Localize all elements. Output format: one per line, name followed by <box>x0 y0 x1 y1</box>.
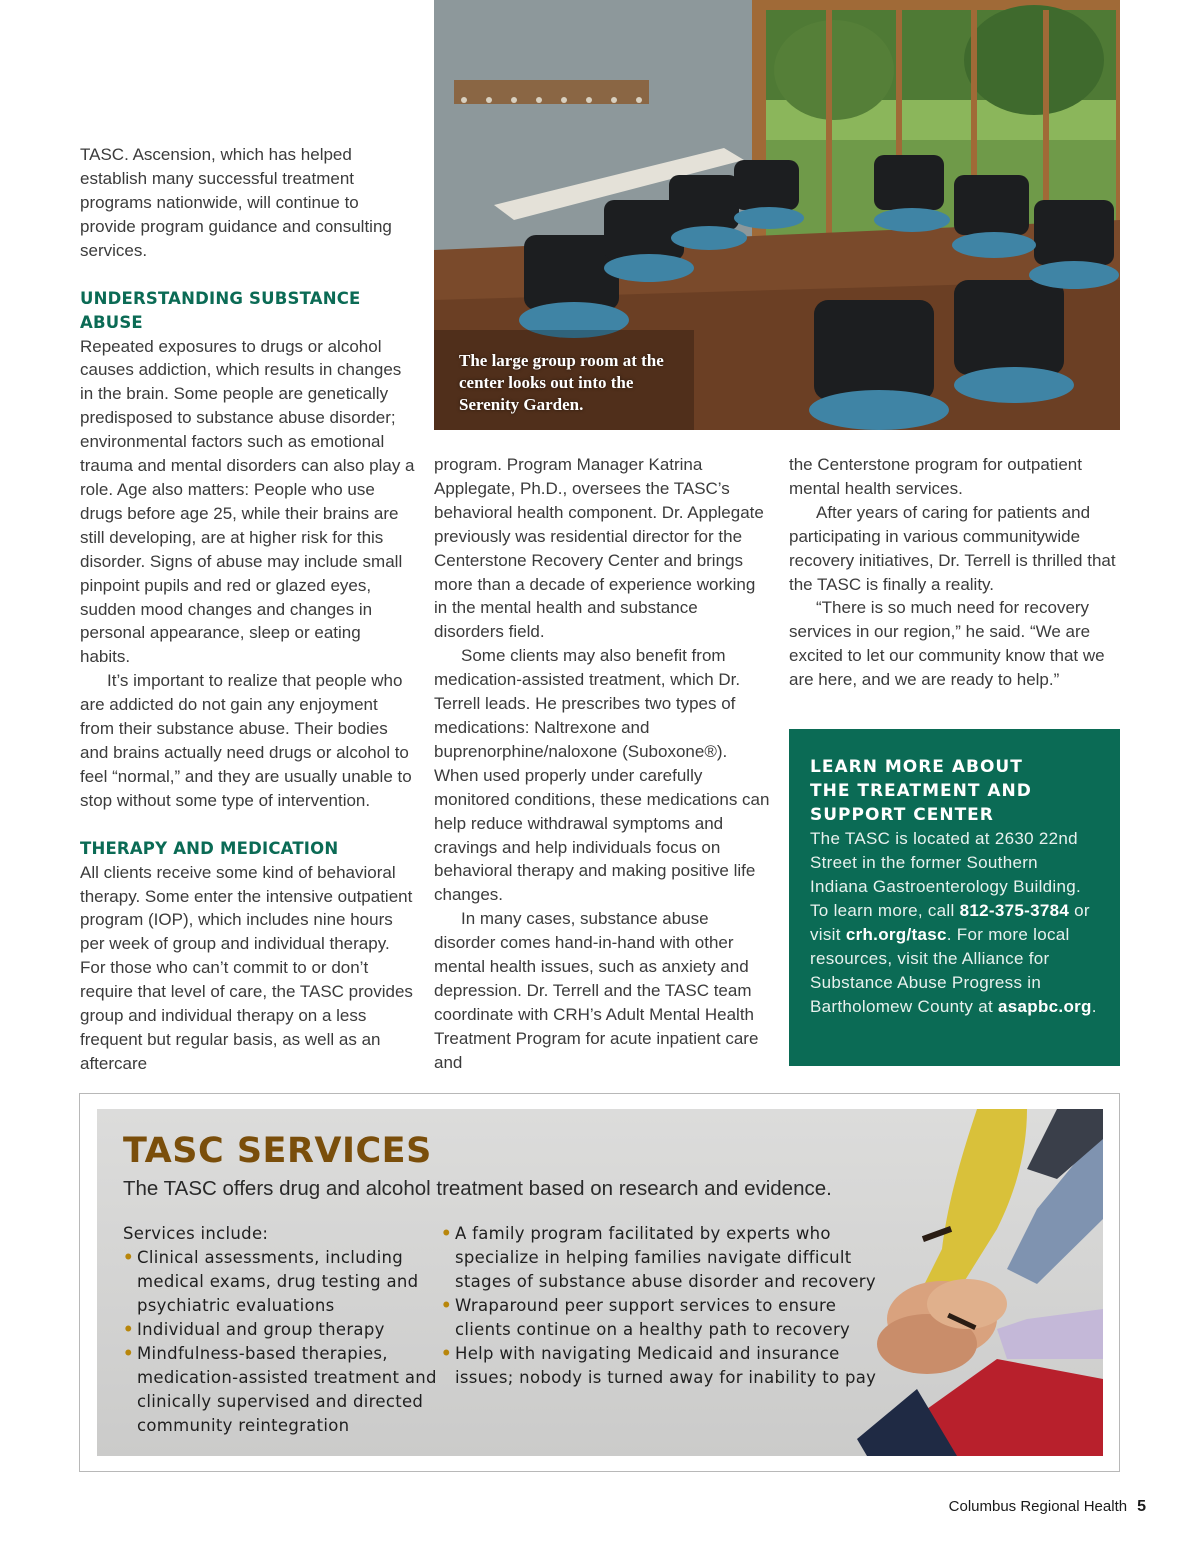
learn-more-body <box>810 827 1100 1019</box>
paragraph: After years of caring for patients and participating in various communitywide recovery initiatives, Dr. Terrell is thrilled that the TASC is finally a reality. <box>789 502 1116 594</box>
heading-line: SUPPORT CENTER <box>810 805 994 825</box>
page-number: 5 <box>1137 1498 1146 1515</box>
service-item: • Clinical assessments, including medical exams, drug testing and psychiatric evaluations <box>123 1246 443 1318</box>
heading-line: LEARN MORE ABOUT <box>810 757 1023 777</box>
publication-name: Columbus Regional Health <box>948 1498 1128 1515</box>
paragraph: In many cases, substance abuse disorder comes hand-in-hand with other mental health issues, such as anxiety and depression. Dr. Terrell and the TASC team coordinate with CRH’s Adult Mental Health Treatment Program for acute inpatient care and <box>434 909 759 1072</box>
paragraph: Repeated exposures to drugs or alcohol causes addiction, which results in changes in the brain. Some people are genetically predisposed to substance abuse disorder; environmental factors such as emotional trauma and mental disorders can also play a role. Age also matters: People who use drugs before age 25, while their brains are still developing, are at higher risk for this disorder. Signs of abuse may include small pinpoint pupils and red or glazed eyes, sudden mood changes and changes in personal appearance, sleep or eating habits. <box>80 336 415 667</box>
body-text: or visit <box>810 901 1090 944</box>
body-text: The TASC is located at 2630 22nd Street in the former Southern Indiana Gastroenterology Building. To learn more, call <box>810 829 1082 920</box>
paragraph: TASC. Ascension, which has helped establish many successful treatment programs nationwide, will continue to provide program guidance and consulting services. <box>80 145 392 260</box>
section-heading-therapy: THERAPY AND MEDICATION <box>80 838 339 858</box>
services-list-right <box>441 1222 891 1390</box>
body-text: . <box>1091 997 1097 1016</box>
phone-number[interactable]: 812-375-3784 <box>959 901 1070 920</box>
service-item: • Mindfulness-based therapies, medication-assisted treatment and clinically supervised and directed community reintegration <box>123 1342 443 1438</box>
tasc-services-panel <box>97 1109 1103 1456</box>
service-item: • Wraparound peer support services to ensure clients continue on a healthy path to recovery <box>441 1294 891 1342</box>
paragraph: All clients receive some kind of behavioral therapy. Some enter the intensive outpatient program (IOP), which includes nine hours per week of group and individual therapy. For those who can’t commit to or don’t require that level of care, the TASC provides group and individual therapy on a less frequent but regular basis, as well as an aftercare <box>80 862 413 1073</box>
asap-website-link[interactable]: asapbc.org <box>998 997 1092 1016</box>
services-intro: Services include: <box>123 1224 269 1243</box>
services-title: TASC SERVICES <box>123 1131 432 1171</box>
service-item: • A family program facilitated by experts who specialize in helping families navigate difficult stages of substance abuse disorder and recovery <box>441 1222 891 1294</box>
website-link[interactable]: crh.org/tasc <box>845 925 947 944</box>
learn-more-heading <box>810 755 1100 827</box>
paragraph: “There is so much need for recovery services in our region,” he said. “We are excited to let our community know that we are here, and we are ready to help.” <box>789 598 1105 690</box>
body-text: . For more local resources, visit the Alliance for Substance Abuse Progress in Bartholomew County at <box>810 925 1070 1016</box>
photo-caption: The large group room at the center looks out into the Serenity Garden. <box>459 351 664 414</box>
paragraph: Some clients may also benefit from medication-assisted treatment, which Dr. Terrell leads. He prescribes two types of medications: Naltrexone and buprenorphine/naloxone (Suboxone®). When used properly under carefully monitored conditions, these medications can help reduce withdrawal symptoms and cravings and help individuals focus on behavioral therapy and making positive life changes. <box>434 646 770 905</box>
section-heading-substance-abuse: UNDERSTANDING SUBSTANCE ABUSE <box>80 288 361 332</box>
article-column-1 <box>80 143 415 1076</box>
paragraph: program. Program Manager Katrina Applegate, Ph.D., oversees the TASC’s behavioral health component. Dr. Applegate previously was residential director for the Centerstone Recovery Center and brings more than a decade of experience working in the mental health and substance disorders field. <box>434 455 764 642</box>
service-item: • Help with navigating Medicaid and insurance issues; nobody is turned away for inability to pay <box>441 1342 891 1390</box>
learn-more-box <box>789 729 1120 1066</box>
heading-line: THE TREATMENT AND <box>810 781 1032 801</box>
article-column-3 <box>789 453 1121 692</box>
services-subtitle: The TASC offers drug and alcohol treatment based on research and evidence. <box>123 1177 832 1200</box>
page-footer <box>949 1498 1146 1516</box>
paragraph: It’s important to realize that people who are addicted do not gain any enjoyment from their substance abuse. Their bodies and brains actually need drugs or alcohol to feel “normal,” and they are usually unable to stop without some type of intervention. <box>80 671 412 810</box>
services-list-left <box>123 1222 443 1438</box>
service-item: • Individual and group therapy <box>123 1318 443 1342</box>
article-column-2 <box>434 453 770 1075</box>
paragraph: the Centerstone program for outpatient mental health services. <box>789 455 1082 498</box>
